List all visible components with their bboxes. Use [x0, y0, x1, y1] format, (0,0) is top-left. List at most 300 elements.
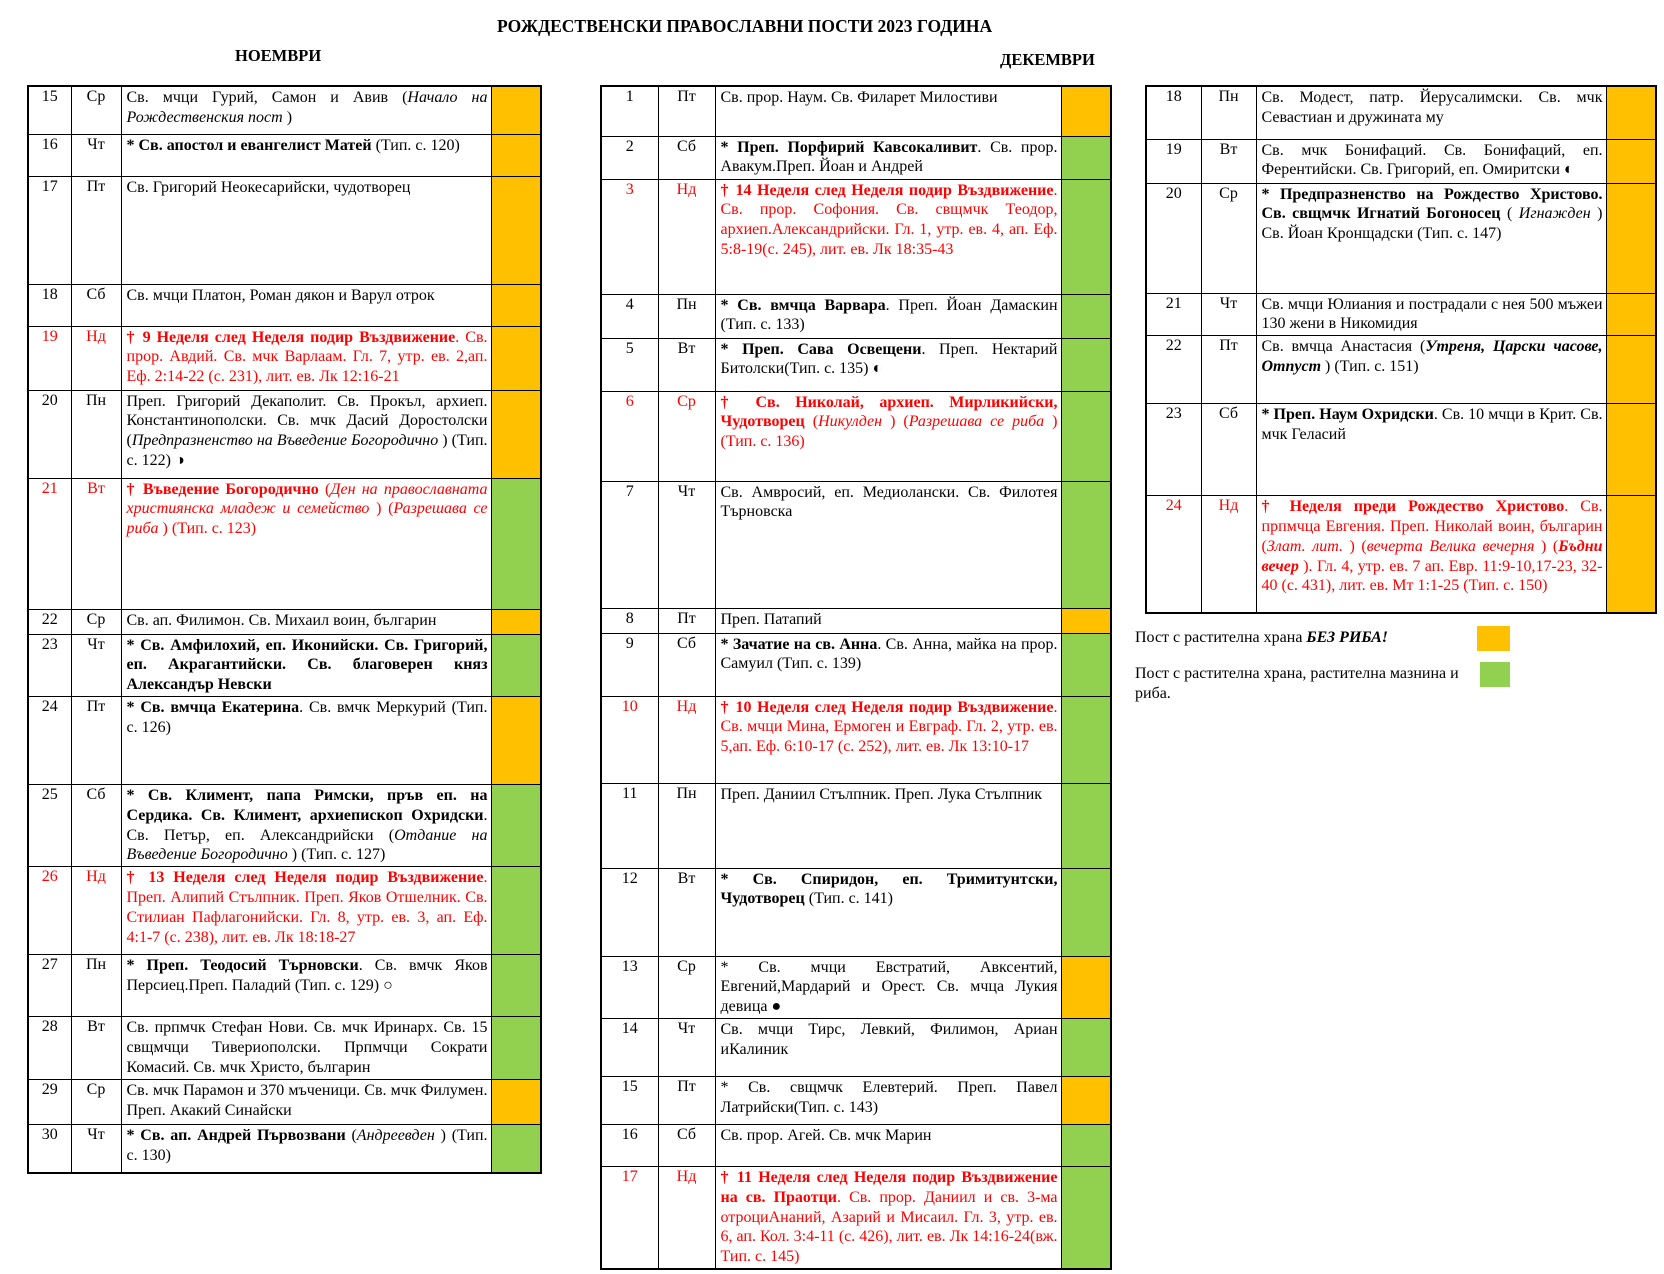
- fast-color-cell: [1061, 391, 1111, 481]
- text-run: Пост с растителна храна, растителна мазнина и риба.: [1135, 665, 1459, 702]
- text-run: (: [318, 480, 331, 498]
- text-run: * Св. Амфилохий, еп. Иконийски. Св. Григорий, еп. Акрагантийски. Св. благоверен княз Александър Невски: [126, 636, 488, 694]
- text-run: ) (Тип. с. 123): [158, 520, 257, 538]
- calendar-row: [28, 867, 541, 955]
- description-cell: [715, 1166, 1061, 1269]
- description-cell: [1256, 293, 1606, 336]
- fast-color-cell: [491, 867, 541, 955]
- text-run: * Преп. Наум Охридски: [1261, 406, 1434, 424]
- text-run: † 9 Неделя след Неделя подир Въздвижение: [126, 328, 456, 346]
- date-cell: 8: [601, 608, 658, 633]
- date-cell: 26: [28, 867, 71, 955]
- text-run: . Св. Петър, еп. Александрийски (: [126, 806, 488, 844]
- text-run: ) (: [1534, 537, 1559, 555]
- text-run: ) (: [1342, 537, 1367, 555]
- date-cell: 20: [28, 390, 71, 478]
- text-run: † 11 Неделя след Неделя подир Въздвижение на св. Праотци: [720, 1168, 1058, 1206]
- text-run: . Св. мчци Мина, Ермоген и Евграф. Гл. 2, утр. ев. 5,ап. Еф. 6:10-17 (с. 252), лит. ев. Лк 13:10-17: [720, 698, 1058, 756]
- text-run: * Св. свщмчк Елевтерий. Преп. Павел Латрийски(Тип. с. 143): [720, 1078, 1058, 1116]
- text-run: * Преп. Теодосий Търновски: [126, 957, 359, 975]
- calendar-row: [1146, 496, 1656, 613]
- fast-legend: [1135, 626, 1510, 715]
- description-cell: [715, 1018, 1061, 1076]
- text-run: Разрешава се риба: [126, 500, 488, 538]
- calendar-row: [28, 634, 541, 696]
- weekday-cell: Сб: [658, 633, 715, 696]
- description-cell: [715, 633, 1061, 696]
- fast-color-cell: [1061, 294, 1111, 338]
- description-cell: [121, 390, 491, 478]
- fast-color-cell: [491, 955, 541, 1017]
- text-run: * Предпразненство на Рождество Христово. Св. свщмчк Игнатий Богоносец: [1261, 185, 1603, 223]
- fast-color-cell: [491, 1017, 541, 1080]
- description-cell: [715, 956, 1061, 1018]
- date-cell: 15: [28, 86, 71, 134]
- calendar-row: [601, 294, 1111, 338]
- description-cell: [715, 294, 1061, 338]
- calendar-row: [1146, 86, 1656, 139]
- description-cell: [121, 176, 491, 284]
- weekday-cell: Ср: [1201, 183, 1256, 293]
- text-run: * Преп. Сава Освещени: [720, 340, 922, 358]
- date-cell: 21: [1146, 293, 1201, 336]
- fast-color-cell: [491, 634, 541, 696]
- weekday-cell: Сб: [71, 284, 121, 326]
- description-cell: [715, 481, 1061, 608]
- description-cell: [121, 609, 491, 634]
- text-run: ). Гл. 4, утр. ев. 7 ап. Евр. 11:9-10,17-23, 32-40 (с. 431), лит. ев. Мт 1:1-25 (Тип. с. 150): [1261, 557, 1603, 595]
- weekday-cell: Нд: [658, 1166, 715, 1269]
- weekday-cell: Ср: [71, 86, 121, 134]
- text-run: . Св. прор. Авакум.Преп. Йоан и Андрей: [720, 138, 1058, 176]
- calendar-row: [601, 481, 1111, 608]
- description-cell: [715, 1076, 1061, 1124]
- date-cell: 30: [28, 1125, 71, 1173]
- calendar-row: [601, 179, 1111, 294]
- fast-color-cell: [491, 1080, 541, 1125]
- text-run: † 13 Неделя след Неделя подир Въздвижение: [126, 869, 484, 887]
- text-run: (Тип. с. 120): [371, 136, 460, 154]
- calendar-row: [28, 478, 541, 609]
- text-run: . Св. 10 мчци в Крит. Св. мчк Геласий: [1261, 406, 1603, 443]
- text-run: Утреня, Царски часове, Отпуст: [1261, 338, 1603, 375]
- calendar-row: [28, 284, 541, 326]
- text-run: * Св. апостол и евангелист Матей: [126, 136, 372, 154]
- december-1-17-table: [600, 85, 1112, 1270]
- calendar-row: [601, 1124, 1111, 1166]
- date-cell: 11: [601, 783, 658, 868]
- text-run: БЕЗ РИБА!: [1306, 629, 1389, 646]
- weekday-cell: Пт: [658, 1076, 715, 1124]
- weekday-cell: Ср: [658, 956, 715, 1018]
- fast-color-cell: [491, 284, 541, 326]
- description-cell: [1256, 183, 1606, 293]
- fast-color-cell: [1061, 783, 1111, 868]
- text-run: * Зачатие на св. Анна: [720, 635, 878, 653]
- text-run: * Св. Спиридон, еп. Тримитунтски, Чудотворец: [720, 870, 1058, 908]
- calendar-row: [601, 1166, 1111, 1269]
- text-run: Св. Григорий Неокесарийски, чудотворец: [126, 178, 411, 196]
- date-cell: 14: [601, 1018, 658, 1076]
- date-cell: 10: [601, 696, 658, 783]
- weekday-cell: Вт: [658, 868, 715, 956]
- fast-color-cell: [1606, 293, 1656, 336]
- description-cell: [121, 478, 491, 609]
- weekday-cell: Чт: [1201, 293, 1256, 336]
- weekday-cell: Пн: [658, 294, 715, 338]
- fast-color-cell: [491, 390, 541, 478]
- legend-swatch-fish-allowed: [1480, 662, 1510, 687]
- text-run: Преп. Патапий: [720, 610, 822, 628]
- text-run: (Тип. с. 141): [804, 890, 893, 908]
- fast-color-cell: [1061, 136, 1111, 179]
- calendar-row: [601, 956, 1111, 1018]
- fast-color-cell: [1606, 86, 1656, 139]
- weekday-cell: Ср: [658, 391, 715, 481]
- text-run: Разрешава се риба: [908, 413, 1045, 431]
- description-cell: [121, 86, 491, 134]
- date-cell: 17: [28, 176, 71, 284]
- calendar-row: [28, 1017, 541, 1080]
- month-label-november: НОЕМВРИ: [235, 46, 322, 65]
- weekday-cell: Пн: [658, 783, 715, 868]
- weekday-cell: Сб: [658, 136, 715, 179]
- description-cell: [1256, 139, 1606, 183]
- november-table: [27, 85, 542, 1174]
- text-run: вечерта Велика вечерня: [1366, 537, 1535, 555]
- calendar-row: [1146, 139, 1656, 183]
- fast-color-cell: [1606, 183, 1656, 293]
- calendar-row: [601, 608, 1111, 633]
- date-cell: 22: [28, 609, 71, 634]
- text-run: . Св. вмчк Меркурий (Тип. с. 126): [126, 698, 488, 736]
- calendar-row: [1146, 336, 1656, 404]
- description-cell: [121, 634, 491, 696]
- fast-color-cell: [1061, 868, 1111, 956]
- weekday-cell: Сб: [1201, 404, 1256, 496]
- text-run: Св. Амвросий, еп. Медиолански. Св. Филотея Търновска: [720, 483, 1058, 521]
- fast-color-cell: [1606, 139, 1656, 183]
- date-cell: 27: [28, 955, 71, 1017]
- calendar-row: [1146, 183, 1656, 293]
- text-run: ) (Тип. с. 136): [720, 413, 1058, 451]
- date-cell: 20: [1146, 183, 1201, 293]
- text-run: Андреевден: [356, 1127, 435, 1145]
- description-cell: [121, 784, 491, 866]
- fast-color-cell: [491, 326, 541, 390]
- date-cell: 23: [28, 634, 71, 696]
- calendar-row: [28, 784, 541, 866]
- text-run: * Св. вмчца Варвара: [720, 296, 886, 314]
- text-run: Злат. лит.: [1266, 537, 1343, 555]
- fast-color-cell: [1606, 496, 1656, 613]
- text-run: * Св. мчци Евстратий, Авксентий, Евгений,Мардарий и Орест. Св. мчца Лукия девица: [720, 958, 1058, 1016]
- text-run: Отдание на Въведение Богородично: [126, 826, 488, 864]
- calendar-row: [28, 134, 541, 176]
- description-cell: [1256, 404, 1606, 496]
- fast-color-cell: [491, 1125, 541, 1173]
- text-run: . Св. прор. Авдий. Св. мчк Варлаам. Гл. 7, утр. ев. 2,ап. Еф. 2:14-22 (с. 231), лит. ев. Лк 12:16-21: [126, 328, 488, 386]
- calendar-row: [28, 390, 541, 478]
- text-run: . Преп. Алипий Стълпник. Преп. Яков Отшелник. Св. Стилиан Пафлагонийски. Гл. 8, утр. ев. 3, ап. Еф. 4:1-7 (с. 238), лит. ев. Лк 18:18-27: [126, 869, 488, 946]
- calendar-grid: [27, 85, 542, 1174]
- moon-quarter-icon: ◐: [872, 360, 883, 378]
- text-run: Св. прор. Агей. Св. мчк Марин: [720, 1126, 932, 1144]
- text-run: Св. мчк Бонифаций. Св. Бонифаций, еп. Ферентийски. Св. Григорий, еп. Омиритски: [1261, 141, 1603, 179]
- fast-color-cell: [491, 176, 541, 284]
- text-run: ) (: [882, 413, 909, 431]
- date-cell: 22: [1146, 336, 1201, 404]
- text-run: † Въведение Богородично: [126, 480, 319, 498]
- month-label-december: ДЕКЕМВРИ: [1000, 50, 1095, 69]
- text-run: ) (: [369, 500, 394, 518]
- text-run: Св. прпмчк Стефан Нови. Св. мчк Иринарх. Св. 15 свщмчци Тивериополски. Прпмчци Сократи Комасий. Св. мчк Христо, българин: [126, 1019, 488, 1076]
- text-run: ): [282, 108, 293, 126]
- weekday-cell: Ср: [71, 1080, 121, 1125]
- text-run: . Св. прор. Софония. Св. свщмчк Теодор, архиеп.Александрийски. Гл. 1, утр. ев. 4, ап. Еф. 5:8-19(с. 245), лит. ев. Лк 18:35-43: [720, 181, 1058, 258]
- calendar-row: [601, 783, 1111, 868]
- date-cell: 16: [601, 1124, 658, 1166]
- description-cell: [715, 608, 1061, 633]
- fast-color-cell: [491, 784, 541, 866]
- text-run: † 10 Неделя след Неделя подир Въздвижение: [720, 698, 1054, 716]
- description-cell: [715, 86, 1061, 136]
- text-run: (: [1500, 205, 1519, 223]
- text-run: † Неделя преди Рождество Христово: [1261, 498, 1565, 516]
- calendar-grid: [600, 85, 1112, 1270]
- description-cell: [121, 955, 491, 1017]
- text-run: . Преп. Йоан Дамаскин (Тип. с. 133): [720, 296, 1058, 334]
- description-cell: [715, 338, 1061, 391]
- date-cell: 16: [28, 134, 71, 176]
- text-run: † Св. Николай, архиеп. Мирликийски, Чудотворец: [720, 393, 1058, 431]
- date-cell: 2: [601, 136, 658, 179]
- calendar-grid: [1145, 85, 1657, 614]
- moon-quarter-icon: ◑: [174, 451, 185, 469]
- fast-color-cell: [1061, 956, 1111, 1018]
- weekday-cell: Вт: [71, 478, 121, 609]
- legend-item: [1135, 662, 1510, 704]
- text-run: Св. мчк Парамон и 370 мъченици. Св. мчк Филумен. Преп. Акакий Синайски: [126, 1082, 488, 1120]
- description-cell: [715, 179, 1061, 294]
- fast-color-cell: [1061, 86, 1111, 136]
- text-run: (: [345, 1127, 357, 1145]
- weekday-cell: Вт: [1201, 139, 1256, 183]
- date-cell: 19: [1146, 139, 1201, 183]
- date-cell: 18: [1146, 86, 1201, 139]
- weekday-cell: Вт: [658, 338, 715, 391]
- description-cell: [121, 696, 491, 784]
- weekday-cell: Пн: [1201, 86, 1256, 139]
- text-run: ) (Тип. с. 151): [1321, 357, 1419, 375]
- calendar-row: [28, 1125, 541, 1173]
- fast-color-cell: [1061, 1018, 1111, 1076]
- fast-color-cell: [1061, 1166, 1111, 1269]
- text-run: Св. вмчца Анастасия (: [1261, 338, 1426, 356]
- date-cell: 3: [601, 179, 658, 294]
- text-run: Св. Модест, патр. Йерусалимски. Св. мчк Севастиан и дружината му: [1261, 89, 1603, 126]
- text-run: † 14 Неделя след Неделя подир Въздвижение: [720, 181, 1054, 199]
- weekday-cell: Пт: [71, 176, 121, 284]
- fast-color-cell: [491, 696, 541, 784]
- text-run: Бъдни вечер: [1261, 537, 1603, 575]
- weekday-cell: Вт: [71, 1017, 121, 1080]
- text-run: . Св. прор. Даниил и св. 3-ма отроциАнаний, Азарий и Мисаил. Гл. 3, утр. ев. 6, ап. Кол. 3:4-11 (с. 426), лит. ев. Лк 14:16-24(вж. Тип. с. 145): [720, 1188, 1058, 1266]
- text-run: (: [804, 413, 819, 431]
- calendar-row: [601, 696, 1111, 783]
- fast-color-cell: [1061, 179, 1111, 294]
- text-run: ) (Тип. с. 127): [287, 846, 386, 864]
- weekday-cell: Чт: [71, 634, 121, 696]
- date-cell: 12: [601, 868, 658, 956]
- text-run: . Преп. Нектарий Битолски(Тип. с. 135): [720, 340, 1058, 378]
- description-cell: [121, 1125, 491, 1173]
- fast-color-cell: [491, 134, 541, 176]
- page-title: РОЖДЕСТВЕНСКИ ПРАВОСЛАВНИ ПОСТИ 2023 ГОДИНА: [497, 16, 993, 36]
- text-run: Предпразненство на Въведение Богородично: [131, 432, 439, 450]
- legend-label: [1135, 626, 1388, 648]
- weekday-cell: Пт: [71, 696, 121, 784]
- calendar-row: [601, 338, 1111, 391]
- weekday-cell: Чт: [71, 1125, 121, 1173]
- text-run: Св. прор. Наум. Св. Филарет Милостиви: [720, 89, 998, 106]
- description-cell: [121, 284, 491, 326]
- text-run: Св. ап. Филимон. Св. Михаил воин, българин: [126, 611, 437, 629]
- weekday-cell: Пт: [658, 608, 715, 633]
- date-cell: 21: [28, 478, 71, 609]
- date-cell: 17: [601, 1166, 658, 1269]
- text-run: * Преп. Порфирий Кавсокаливит: [720, 138, 978, 156]
- text-run: Св. мчци Тирс, Левкий, Филимон, Ариан иКалиник: [720, 1020, 1058, 1058]
- calendar-row: [28, 326, 541, 390]
- calendar-row: [601, 136, 1111, 179]
- fast-color-cell: [1061, 1124, 1111, 1166]
- fast-color-cell: [1606, 336, 1656, 404]
- weekday-cell: Нд: [71, 326, 121, 390]
- date-cell: 9: [601, 633, 658, 696]
- calendar-row: [28, 609, 541, 634]
- calendar-row: [601, 633, 1111, 696]
- date-cell: 1: [601, 86, 658, 136]
- text-run: * Св. Климент, папа Римски, пръв еп. на Сердика. Св. Климент, архиепископ Охридски: [126, 786, 488, 824]
- calendar-row: [1146, 404, 1656, 496]
- text-run: ) (Тип. с. 130): [126, 1127, 488, 1165]
- weekday-cell: Нд: [1201, 496, 1256, 613]
- weekday-cell: Пн: [71, 390, 121, 478]
- date-cell: 15: [601, 1076, 658, 1124]
- text-run: ) Св. Йоан Кронщадски (Тип. с. 147): [1261, 205, 1603, 243]
- fast-color-cell: [491, 609, 541, 634]
- description-cell: [121, 867, 491, 955]
- date-cell: 6: [601, 391, 658, 481]
- description-cell: [715, 696, 1061, 783]
- calendar-row: [28, 1080, 541, 1125]
- text-run: Игнажден: [1518, 205, 1591, 223]
- moon-new-icon: ●: [771, 998, 782, 1016]
- date-cell: 25: [28, 784, 71, 866]
- calendar-row: [28, 696, 541, 784]
- date-cell: 24: [28, 696, 71, 784]
- fast-color-cell: [1061, 338, 1111, 391]
- calendar-row: [601, 86, 1111, 136]
- date-cell: 29: [28, 1080, 71, 1125]
- text-run: * Св. вмчца Екатерина: [126, 698, 300, 716]
- description-cell: [1256, 86, 1606, 139]
- text-run: Преп. Даниил Стълпник. Преп. Лука Стълпник: [720, 785, 1043, 803]
- weekday-cell: Чт: [71, 134, 121, 176]
- text-run: Начало на Рождественския пост: [126, 89, 488, 126]
- legend-item: [1135, 626, 1510, 651]
- description-cell: [1256, 496, 1606, 613]
- fast-color-cell: [491, 86, 541, 134]
- description-cell: [715, 1124, 1061, 1166]
- date-cell: 19: [28, 326, 71, 390]
- weekday-cell: Нд: [658, 696, 715, 783]
- text-run: . Св. Анна, майка на прор. Самуил (Тип. с. 139): [720, 635, 1058, 673]
- calendar-row: [601, 1076, 1111, 1124]
- text-run: Пост с растителна храна: [1135, 629, 1307, 646]
- weekday-cell: Нд: [658, 179, 715, 294]
- text-run: . Св. прпмчца Евгения. Преп. Николай воин, българин (: [1261, 498, 1603, 555]
- calendar-row: [28, 176, 541, 284]
- fast-color-cell: [1606, 404, 1656, 496]
- text-run: . Св. вмчк Яков Персиец.Преп. Паладий (Тип. с. 129): [126, 957, 488, 995]
- text-run: Ден на православната християнска младеж и семейство: [126, 480, 488, 518]
- weekday-cell: Пн: [71, 955, 121, 1017]
- fast-color-cell: [1061, 696, 1111, 783]
- fast-color-cell: [491, 478, 541, 609]
- date-cell: 23: [1146, 404, 1201, 496]
- fast-color-cell: [1061, 481, 1111, 608]
- legend-label: [1135, 662, 1465, 704]
- legend-swatch-no-fish: [1477, 626, 1510, 651]
- weekday-cell: Пт: [1201, 336, 1256, 404]
- description-cell: [715, 783, 1061, 868]
- text-run: * Св. ап. Андрей Първозвани: [126, 1127, 346, 1145]
- description-cell: [121, 326, 491, 390]
- date-cell: 7: [601, 481, 658, 608]
- calendar-row: [601, 391, 1111, 481]
- calendar-row: [28, 86, 541, 134]
- text-run: Св. мчци Гурий, Самон и Авив (: [126, 89, 408, 106]
- description-cell: [715, 136, 1061, 179]
- december-18-24-table: [1145, 85, 1657, 614]
- calendar-row: [28, 955, 541, 1017]
- text-run: Преп. Григорий Декаполит. Св. Прокъл, архиеп. Константинополски. Св. мчк Дасий Доростолски (: [126, 392, 488, 450]
- text-run: Никулден: [818, 413, 883, 431]
- fast-color-cell: [1061, 633, 1111, 696]
- description-cell: [121, 1017, 491, 1080]
- calendar-row: [601, 868, 1111, 956]
- weekday-cell: Чт: [658, 481, 715, 608]
- moon-full-icon: ○: [383, 977, 393, 995]
- moon-quarter-icon: ◐: [1563, 161, 1574, 179]
- text-run: ) (Тип. с. 122): [126, 432, 488, 469]
- date-cell: 4: [601, 294, 658, 338]
- fast-color-cell: [1061, 608, 1111, 633]
- text-run: Св. мчци Юлиания и пострадали с нея 500 мъжеи 130 жени в Никомидия: [1261, 295, 1603, 333]
- description-cell: [121, 134, 491, 176]
- description-cell: [121, 1080, 491, 1125]
- weekday-cell: Пт: [658, 86, 715, 136]
- date-cell: 18: [28, 284, 71, 326]
- weekday-cell: Сб: [658, 1124, 715, 1166]
- weekday-cell: Ср: [71, 609, 121, 634]
- date-cell: 24: [1146, 496, 1201, 613]
- calendar-row: [601, 1018, 1111, 1076]
- fast-color-cell: [1061, 1076, 1111, 1124]
- weekday-cell: Чт: [658, 1018, 715, 1076]
